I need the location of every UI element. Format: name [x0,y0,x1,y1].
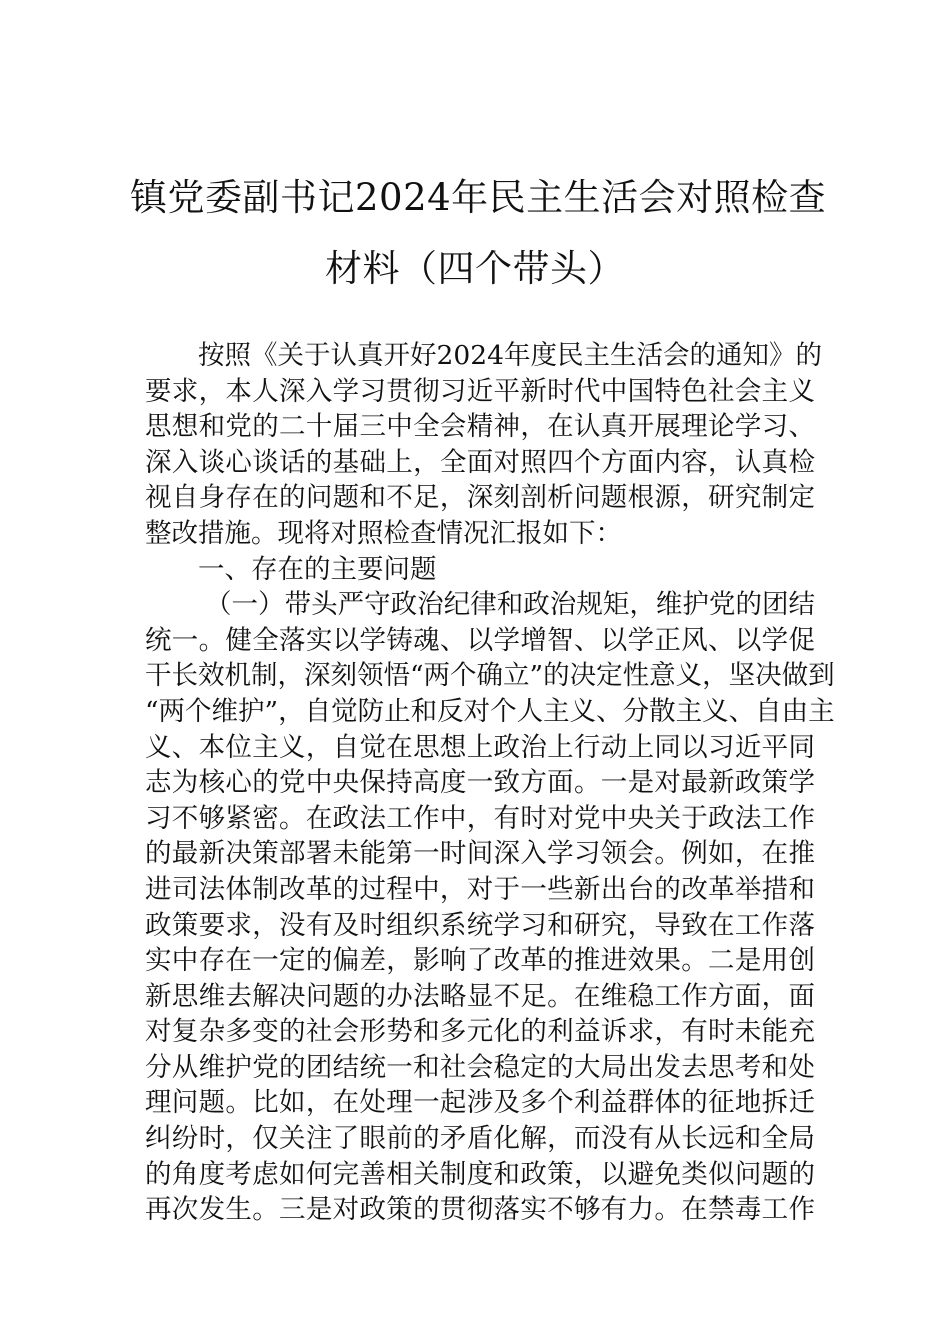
subsection-line: 干长效机制，深刻领悟“两个确立”的决定性意义，坚决做到 [145,660,835,692]
subsection-line: 再次发生。三是对政策的贯彻落实不够有力。在禁毒工作 [145,1194,815,1226]
subsection-line: 理问题。比如，在处理一起涉及多个利益群体的征地拆迁 [145,1087,815,1119]
document-title-line-2: 材料（四个带头） [325,247,625,290]
subsection-line: 习不够紧密。在政法工作中，有时对党中央关于政法工作 [145,802,815,834]
subsection-line: 对复杂多变的社会形势和多元化的利益诉求，有时未能充 [145,1016,815,1048]
section-heading: 一、存在的主要问题 [198,553,437,585]
intro-line: 思想和党的二十届三中全会精神，在认真开展理论学习、 [145,411,815,443]
intro-line: 视自身存在的问题和不足，深刻剖析问题根源，研究制定 [145,482,815,514]
subsection-line: “两个维护”，自觉防止和反对个人主义、分散主义、自由主 [145,695,835,727]
subsection-line: 的最新决策部署未能第一时间深入学习领会。例如，在推 [145,838,815,870]
document-title-line-1: 镇党委副书记2024年民主生活会对照检查 [130,176,827,219]
intro-line: 要求，本人深入学习贯彻习近平新时代中国特色社会主义 [145,375,815,407]
subsection-line: 政策要求，没有及时组织系统学习和研究，导致在工作落 [145,909,815,941]
subsection-line: 义、本位主义，自觉在思想上政治上行动上同以习近平同 [145,731,815,763]
subsection-line: 实中存在一定的偏差，影响了改革的推进效果。二是用创 [145,945,815,977]
subsection-line: 志为核心的党中央保持高度一致方面。一是对最新政策学 [145,767,815,799]
intro-line: 按照《关于认真开好2024年度民主生活会的通知》的 [198,340,822,371]
subsection-line: 统一。健全落实以学铸魂、以学增智、以学正风、以学促 [145,624,815,656]
document-body [145,338,835,1228]
subsection-line: 纠纷时，仅关注了眼前的矛盾化解，而没有从长远和全局 [145,1123,815,1155]
intro-line: 整改措施。现将对照检查情况汇报如下： [145,517,622,549]
intro-line: 深入谈心谈话的基础上，全面对照四个方面内容，认真检 [145,446,815,478]
subsection-line: （一）带头严守政治纪律和政治规矩，维护党的团结 [205,589,815,621]
subsection-line: 分从维护党的团结统一和社会稳定的大局出发去思考和处 [145,1051,815,1083]
subsection-line: 新思维去解决问题的办法略显不足。在维稳工作方面，面 [145,980,815,1012]
subsection-line: 的角度考虑如何完善相关制度和政策，以避免类似问题的 [145,1158,815,1190]
subsection-line: 进司法体制改革的过程中，对于一些新出台的改革举措和 [145,873,815,905]
